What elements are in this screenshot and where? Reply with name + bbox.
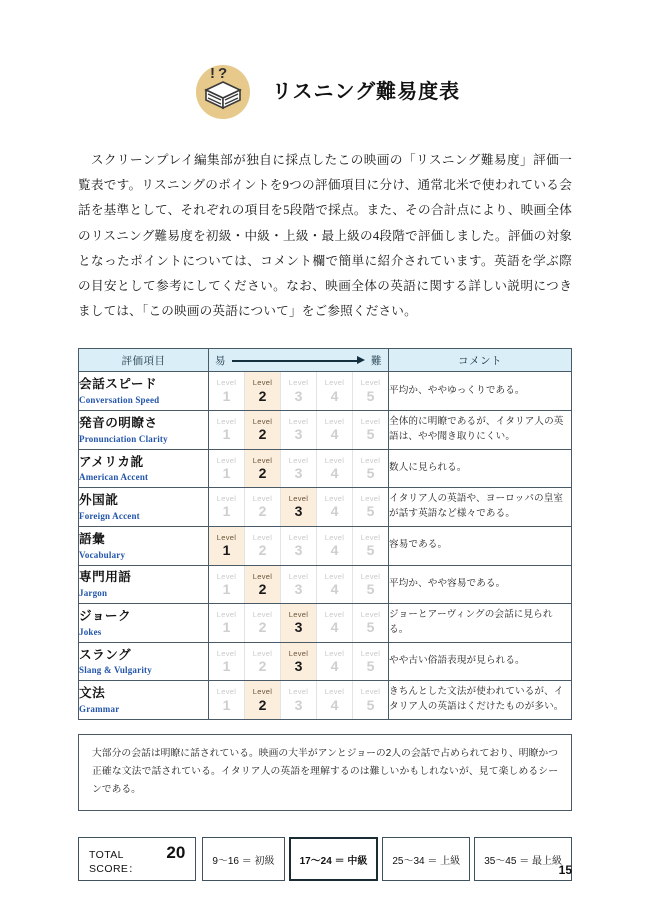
total-score-box (78, 837, 196, 881)
evaluation-item-en: Slang & Vulgarity (79, 665, 152, 676)
level-scale-cell (209, 642, 389, 681)
evaluation-item-cell (79, 372, 209, 411)
level-word: Level (216, 571, 237, 581)
total-score-label: TOTAL SCORE： (89, 849, 140, 876)
evaluation-item-en: Jokes (79, 626, 102, 637)
level-5-cell (353, 643, 388, 681)
level-word: Level (216, 687, 237, 697)
level-word: Level (360, 455, 381, 465)
level-word: Level (324, 416, 345, 426)
page-header (78, 0, 572, 130)
evaluation-item-cell (79, 642, 209, 681)
level-3-cell (281, 643, 317, 681)
table-header-row (79, 349, 572, 372)
evaluation-item-ja: 発音の明瞭さ (79, 415, 158, 430)
level-word: Level (288, 532, 309, 542)
level-number: 3 (294, 387, 303, 404)
level-scale-cell (209, 488, 389, 527)
level-scale-cell (209, 526, 389, 565)
level-word: Level (216, 455, 237, 465)
level-4-cell (317, 566, 353, 604)
table-row (79, 449, 572, 488)
level-word: Level (360, 571, 381, 581)
comment-cell: きちんとした文法が使われているが、イタリア人の英語はくだけたものが多い。 (389, 681, 572, 720)
level-scale-cell (209, 681, 389, 720)
comment-cell: 数人に見られる。 (389, 449, 572, 488)
level-5-cell (353, 566, 388, 604)
level-number: 2 (258, 619, 267, 636)
score-range-3: 25〜34 ＝ 上級 (382, 837, 470, 881)
level-word: Level (360, 494, 381, 504)
level-number: 4 (330, 658, 339, 675)
summary-text: 大部分の会話は明瞭に話されている。映画の大半がアンとジョーの2人の会話で占められており、明瞭かつ正確な文法で話されている。イタリア人の英語を理解するのは難しいかもしれないが、見て楽しめるシーンである。 (92, 748, 558, 796)
level-2-cell (245, 604, 281, 642)
level-3-cell (281, 681, 317, 719)
comment-cell: ジョーとアーヴィングの会話に見られる。 (389, 604, 572, 643)
level-2-cell (245, 681, 281, 719)
level-word: Level (324, 378, 345, 388)
level-number: 2 (258, 580, 267, 597)
level-2-cell (245, 488, 281, 526)
level-4-cell (317, 488, 353, 526)
score-range-1: 9〜16 ＝ 初級 (202, 837, 284, 881)
level-number: 1 (222, 503, 231, 520)
page-title: リスニング難易度表 (271, 80, 461, 103)
level-word: Level (360, 687, 381, 697)
evaluation-item-ja: ジョーク (79, 609, 132, 624)
level-scale-cell (209, 604, 389, 643)
score-range-4: 35〜45 ＝ 最上級 (474, 837, 572, 881)
level-number: 3 (294, 503, 303, 520)
level-word: Level (252, 378, 273, 388)
level-word: Level (288, 494, 309, 504)
level-word: Level (360, 378, 381, 388)
level-number: 1 (222, 658, 231, 675)
level-2-cell (245, 643, 281, 681)
level-5-cell (353, 411, 388, 449)
level-word: Level (252, 687, 273, 697)
level-word: Level (324, 648, 345, 658)
level-word: Level (324, 571, 345, 581)
comment-cell: イタリア人の英語や、ヨーロッパの皇室が話す英語など様々である。 (389, 488, 572, 527)
level-word: Level (288, 416, 309, 426)
level-3-cell (281, 372, 317, 410)
table-body (79, 372, 572, 720)
intro-paragraph (78, 148, 572, 324)
header-easy-label: 易 (215, 354, 226, 367)
level-4-cell (317, 372, 353, 410)
level-word: Level (288, 378, 309, 388)
level-word: Level (288, 648, 309, 658)
evaluation-item-en: Grammar (79, 704, 120, 715)
level-2-cell (245, 527, 281, 565)
level-number: 4 (330, 426, 339, 443)
summary-box (78, 734, 572, 811)
level-scale-cell (209, 372, 389, 411)
evaluation-item-ja: 専門用語 (79, 570, 132, 585)
level-word: Level (252, 610, 273, 620)
evaluation-item-en: Jargon (79, 588, 108, 599)
table-row (79, 488, 572, 527)
comment-cell: 容易である。 (389, 526, 572, 565)
level-number: 3 (294, 696, 303, 713)
level-number: 5 (366, 503, 375, 520)
evaluation-item-ja: 語彙 (79, 531, 106, 546)
table-row (79, 681, 572, 720)
level-number: 1 (222, 464, 231, 481)
level-scale-cell (209, 449, 389, 488)
evaluation-item-ja: アメリカ訛 (79, 454, 144, 469)
level-number: 1 (222, 387, 231, 404)
level-4-cell (317, 604, 353, 642)
level-number: 2 (258, 696, 267, 713)
level-scale-cell (209, 565, 389, 604)
evaluation-item-en: Pronunciation Clarity (79, 433, 168, 444)
total-score-value: 20 (166, 843, 186, 863)
table-row (79, 410, 572, 449)
evaluation-item-cell (79, 565, 209, 604)
level-word: Level (360, 416, 381, 426)
header-levels (209, 349, 389, 372)
level-word: Level (324, 687, 345, 697)
level-word: Level (252, 532, 273, 542)
evaluation-item-en: Foreign Accent (79, 510, 140, 521)
level-number: 5 (366, 426, 375, 443)
level-number: 4 (330, 696, 339, 713)
level-number: 3 (294, 426, 303, 443)
evaluation-item-cell (79, 449, 209, 488)
level-word: Level (324, 610, 345, 620)
level-word: Level (252, 416, 273, 426)
level-4-cell (317, 643, 353, 681)
score-table-wrapper (78, 348, 572, 720)
level-3-cell (281, 488, 317, 526)
level-1-cell (209, 604, 245, 642)
level-5-cell (353, 450, 388, 488)
level-1-cell (209, 681, 245, 719)
level-2-cell (245, 450, 281, 488)
book-with-exclamation-question-icon (190, 56, 256, 122)
score-range-2: 17〜24 ＝ 中級 (289, 837, 379, 881)
level-word: Level (216, 416, 237, 426)
level-number: 5 (366, 619, 375, 636)
table-row (79, 642, 572, 681)
level-5-cell (353, 527, 388, 565)
level-word: Level (216, 378, 237, 388)
header-comment: コメント (389, 349, 572, 372)
level-number: 3 (294, 542, 303, 559)
level-word: Level (324, 455, 345, 465)
level-word: Level (324, 532, 345, 542)
level-word: Level (360, 532, 381, 542)
comment-cell: やや古い俗語表現が見られる。 (389, 642, 572, 681)
level-number: 3 (294, 658, 303, 675)
level-1-cell (209, 643, 245, 681)
level-5-cell (353, 488, 388, 526)
evaluation-item-cell (79, 410, 209, 449)
evaluation-item-en: Vocabulary (79, 549, 126, 560)
difficulty-arrow-icon (232, 355, 365, 365)
level-number: 5 (366, 658, 375, 675)
svg-text:?: ? (217, 65, 228, 82)
level-4-cell (317, 450, 353, 488)
level-word: Level (288, 455, 309, 465)
level-number: 4 (330, 619, 339, 636)
level-word: Level (360, 648, 381, 658)
evaluation-item-en: American Accent (79, 472, 149, 483)
table-row (79, 604, 572, 643)
listening-difficulty-table (78, 348, 572, 720)
table-row (79, 526, 572, 565)
level-1-cell (209, 411, 245, 449)
level-number: 5 (366, 696, 375, 713)
table-row (79, 372, 572, 411)
level-word: Level (360, 610, 381, 620)
level-word: Level (288, 687, 309, 697)
level-1-cell (209, 527, 245, 565)
level-1-cell (209, 450, 245, 488)
header-item: 評価項目 (79, 349, 209, 372)
level-4-cell (317, 681, 353, 719)
header-hard-label: 難 (371, 354, 382, 367)
level-number: 2 (258, 464, 267, 481)
evaluation-item-ja: 文法 (79, 686, 106, 701)
level-scale-cell (209, 410, 389, 449)
evaluation-item-cell (79, 681, 209, 720)
level-number: 3 (294, 464, 303, 481)
level-4-cell (317, 527, 353, 565)
level-3-cell (281, 527, 317, 565)
level-number: 2 (258, 658, 267, 675)
level-word: Level (216, 532, 237, 542)
level-word: Level (252, 648, 273, 658)
level-number: 3 (294, 619, 303, 636)
level-number: 5 (366, 580, 375, 597)
level-3-cell (281, 566, 317, 604)
level-2-cell (245, 411, 281, 449)
level-number: 4 (330, 464, 339, 481)
level-2-cell (245, 566, 281, 604)
table-row (79, 565, 572, 604)
level-word: Level (252, 455, 273, 465)
comment-cell: 平均か、やや容易である。 (389, 565, 572, 604)
score-range-container (202, 837, 572, 881)
level-number: 5 (366, 387, 375, 404)
total-score-bar (78, 837, 572, 881)
evaluation-item-cell (79, 488, 209, 527)
page-number: 15 (558, 863, 572, 877)
level-number: 4 (330, 387, 339, 404)
evaluation-item-ja: 会話スピード (79, 377, 158, 392)
level-number: 1 (222, 696, 231, 713)
level-number: 1 (222, 580, 231, 597)
level-word: Level (216, 648, 237, 658)
comment-cell: 平均か、ややゆっくりである。 (389, 372, 572, 411)
level-word: Level (324, 494, 345, 504)
level-number: 1 (222, 542, 231, 559)
level-number: 5 (366, 542, 375, 559)
level-1-cell (209, 566, 245, 604)
level-word: Level (216, 494, 237, 504)
level-number: 4 (330, 542, 339, 559)
level-5-cell (353, 604, 388, 642)
level-number: 2 (258, 503, 267, 520)
level-number: 1 (222, 619, 231, 636)
level-word: Level (216, 610, 237, 620)
level-word: Level (288, 610, 309, 620)
evaluation-item-cell (79, 526, 209, 565)
level-number: 1 (222, 426, 231, 443)
evaluation-item-en: Conversation Speed (79, 395, 160, 405)
level-number: 3 (294, 580, 303, 597)
level-5-cell (353, 681, 388, 719)
evaluation-item-cell (79, 604, 209, 643)
comment-cell: 全体的に明瞭であるが、イタリア人の英語は、やや聞き取りにくい。 (389, 410, 572, 449)
level-word: Level (252, 494, 273, 504)
level-3-cell (281, 604, 317, 642)
level-3-cell (281, 450, 317, 488)
intro-text: スクリーンプレイ編集部が独自に採点したこの映画の「リスニング難易度」評価一覧表です。リスニングのポイントを9つの評価項目に分け、通常北米で使われている会話を基準として、それぞれの項目を5段階で採点。また、その合計点により、映画全体のリスニング難易度を初級・中級・上級・最上級の4段階で評価しました。評価の対象となったポイントについては、コメント欄で簡単に紹介されています。英語を学ぶ際の目安として参考にしてください。なお、映画全体の英語に関する詳しい説明につきましては、「この映画の英語について」をご参照ください。 (78, 153, 572, 319)
level-number: 4 (330, 580, 339, 597)
level-3-cell (281, 411, 317, 449)
level-number: 4 (330, 503, 339, 520)
level-number: 2 (258, 426, 267, 443)
level-1-cell (209, 372, 245, 410)
level-2-cell (245, 372, 281, 410)
level-4-cell (317, 411, 353, 449)
level-number: 2 (258, 387, 267, 404)
evaluation-item-ja: スラング (79, 647, 132, 662)
level-1-cell (209, 488, 245, 526)
level-5-cell (353, 372, 388, 410)
level-word: Level (288, 571, 309, 581)
svg-text:!: ! (209, 65, 215, 82)
level-number: 5 (366, 464, 375, 481)
evaluation-item-ja: 外国訛 (79, 493, 119, 508)
level-number: 2 (258, 542, 267, 559)
level-word: Level (252, 571, 273, 581)
